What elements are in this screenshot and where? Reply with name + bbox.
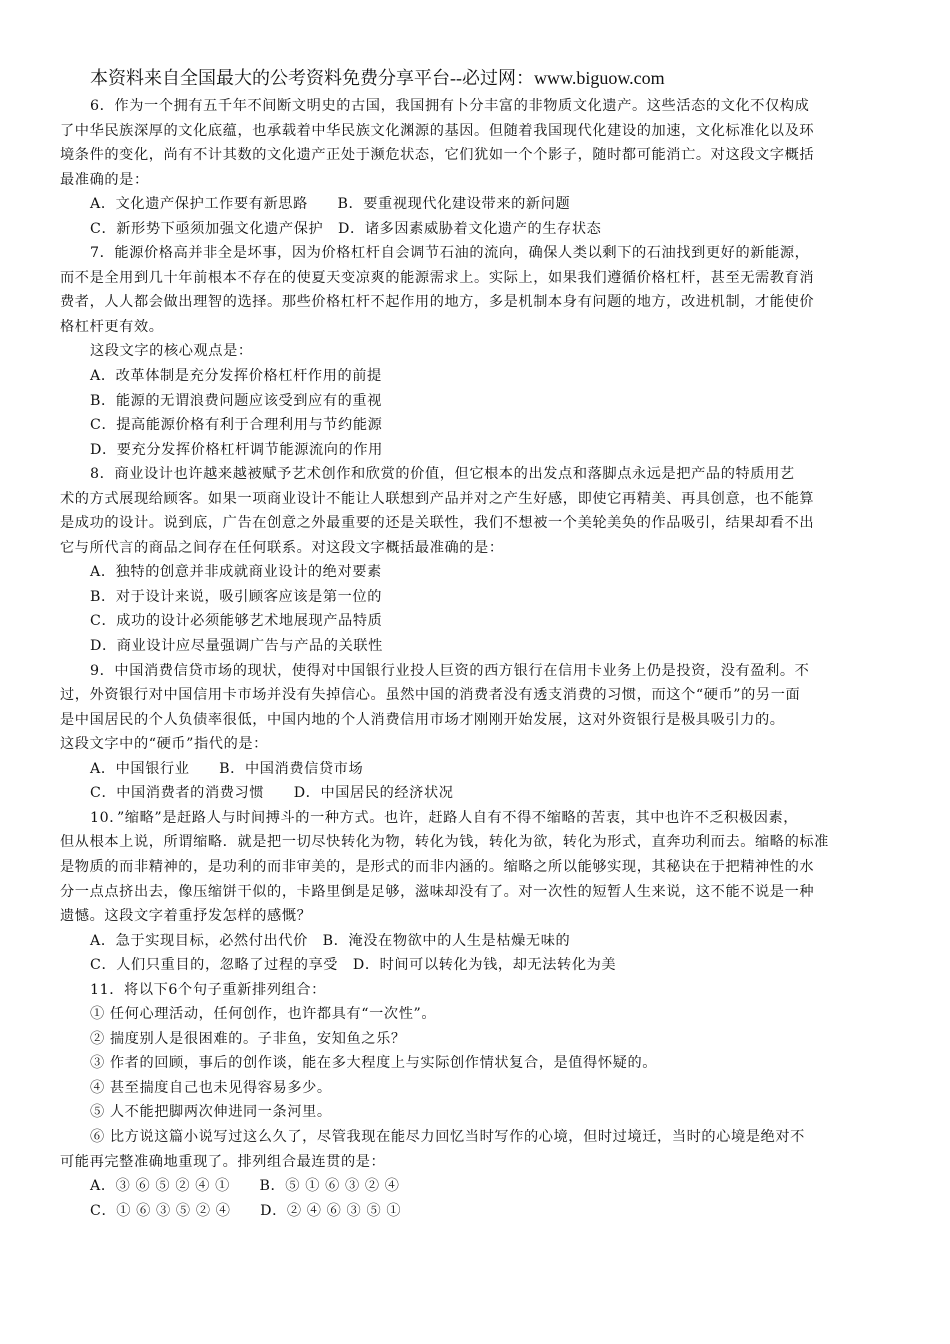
text-line: ② 揣度别人是很困难的。子非鱼，安知鱼之乐？ <box>90 1030 406 1047</box>
text-line: 是物质的而非精神的，是功利的而非审美的，是形式的而非内涵的。缩略之所以能够实现，其秘诀在于把精神性的水 <box>60 858 815 875</box>
text-line: ③ 作者的回顾，事后的创作谈，能在多大程度上与实际创作情状复合，是值得怀疑的。 <box>90 1055 658 1072</box>
text-line: A．③ ⑥ ⑤ ② ④ ① B．⑤ ① ⑥ ③ ② ④ <box>90 1178 400 1195</box>
text-line: 是中国居民的个人负债率很低，中国内地的个人消费信用市场才刚刚开始发展，这对外资银行是极具吸引力的。 <box>60 711 785 728</box>
text-line: 9．中国消费信贷市场的现状，使得对中国银行业投人巨资的西方银行在信用卡业务上仍是投资，没有盈利。不 <box>90 662 810 679</box>
text-line: 费者，人人都会做出理智的选择。那些价格杠杆不起作用的地方，多是机制本身有问题的地方，改进机制，才能使价 <box>60 294 815 311</box>
text-line: 8．商业设计也许越来越被赋予艺术创作和欣赏的价值，但它根本的出发点和落脚点永远是把产品的特质用艺 <box>90 466 795 483</box>
text-line: A．中国银行业 B．中国消费信贷市场 <box>90 760 364 777</box>
text-line: 这段文字中的“硬币”指代的是： <box>60 736 268 753</box>
text-line: 术的方式展现给顾客。如果一项商业设计不能让人联想到产品并对之产生好感，即使它再精美、再具创意，也不能算 <box>60 490 815 507</box>
text-line: C．成功的设计必须能够艺术地展现产品特质 <box>90 613 383 630</box>
text-line: 可能再完整准确地重现了。排列组合最连贯的是： <box>60 1153 386 1170</box>
text-line: C．① ⑥ ③ ⑤ ② ④ D．② ④ ⑥ ③ ⑤ ① <box>90 1202 402 1219</box>
text-line: A．文化遗产保护工作要有新思路 B．要重视现代化建设带来的新问题 <box>90 196 571 213</box>
text-line: 格杠杆更有效。 <box>60 318 164 335</box>
text-line: B．对于设计来说，吸引顾客应该是第一位的 <box>90 588 382 605</box>
text-line: 了中华民族深厚的文化底蕴，也承载着中华民族文化渊源的基因。但随着我国现代化建设的加速，文化标准化以及环 <box>60 122 815 139</box>
text-line: 遗憾。这段文字着重抒发怎样的感慨？ <box>60 908 312 925</box>
text-line: ④ 甚至揣度自己也未见得容易多少。 <box>90 1079 332 1096</box>
document-body <box>60 94 892 1223</box>
text-line: 这段文字的核心观点是： <box>90 343 253 360</box>
text-line: C．人们只重目的，忽略了过程的享受 D．时间可以转化为钱，却无法转化为美 <box>90 957 617 974</box>
text-line: C．中国消费者的消费习惯 D．中国居民的经济状况 <box>90 785 454 802</box>
text-line: 但从根本上说，所谓缩略．就是把一切尽快转化为物，转化为钱，转化为欲，转化为形式，直奔功利而去。缩略的标准 <box>60 834 829 851</box>
text-line: D．要充分发挥价格杠杆调节能源流向的作用 <box>90 441 383 458</box>
text-line: D．商业设计应尽量强调广告与产品的关联性 <box>90 638 383 655</box>
text-line: A．急于实现目标，必然付出代价 B．淹没在物欲中的人生是枯燥无味的 <box>90 932 571 949</box>
text-line: A．改革体制是充分发挥价格杠杆作用的前提 <box>90 368 382 385</box>
text-line: ① 任何心理活动，任何创作，也许都具有“一次性”。 <box>90 1006 437 1023</box>
text-line: 过，外资银行对中国信用卡市场并没有失掉信心。虽然中国的消费者没有透支消费的习惯，而这个“硬币”的另一面 <box>60 687 801 704</box>
text-line: A．独特的创意并非成就商业设计的绝对要素 <box>90 564 382 581</box>
text-line: 6．作为一个拥有五千年不间断文明史的古国，我国拥有卜分丰富的非物质文化遗产。这些活态的文化不仅构成 <box>90 98 810 114</box>
text-line: 它与所代言的商品之间存在任何联系。对这段文字概括最准确的是： <box>60 539 504 556</box>
text-line: 是成功的设计。说到底，广告在创意之外最重要的还是关联性，我们不想被一个美轮美奂的作品吸引，结果却看不出 <box>60 515 815 532</box>
text-line: 境条件的变化，尚有不计其数的文化遗产正处于濒危状态，它们犹如一个个影子，随时都可能消亡。对这段文字概括 <box>60 147 815 164</box>
text-line: 11．将以下6个句子重新排列组合： <box>90 981 326 998</box>
text-line: 而不是全用到几十年前根本不存在的使夏天变凉爽的能源需求上。实际上，如果我们遵循价格杠杆，甚至无需教育消 <box>60 269 815 286</box>
text-line: C．提高能源价格有利于合理利用与节约能源 <box>90 417 383 434</box>
source-header: 本资料来自全国最大的公考资料免费分享平台--必过网：www.biguow.com <box>90 68 665 88</box>
text-line: 分一点点挤出去，像压缩饼干似的，卡路里倒是足够，滋味却没有了。对一次性的短暂人生来说，这不能不说是一种 <box>60 883 815 900</box>
text-line: ⑥ 比方说这篇小说写过这么久了，尽管我现在能尽力回忆当时写作的心境，但时过境迁，当时的心境是绝对不 <box>90 1128 805 1145</box>
text-line: 7．能源价格高并非全是坏事，因为价格杠杆自会调节石油的流向，确保人类以剩下的石油找到更好的新能源， <box>90 245 810 262</box>
text-line: 10．”缩略”是赶路人与时间搏斗的一种方式。也许，赶路人自有不得不缩略的苦衷，其中也许不乏积极因素， <box>90 809 799 826</box>
text-line: 最准确的是： <box>60 171 149 188</box>
text-line: ⑤ 人不能把脚两次伸进同一条河里。 <box>90 1104 332 1121</box>
text-line: C．新形势下亟须加强文化遗产保护 D．诸多因素威胁着文化遗产的生存状态 <box>90 220 602 237</box>
text-line: B．能源的无谓浪费问题应该受到应有的重视 <box>90 392 382 409</box>
